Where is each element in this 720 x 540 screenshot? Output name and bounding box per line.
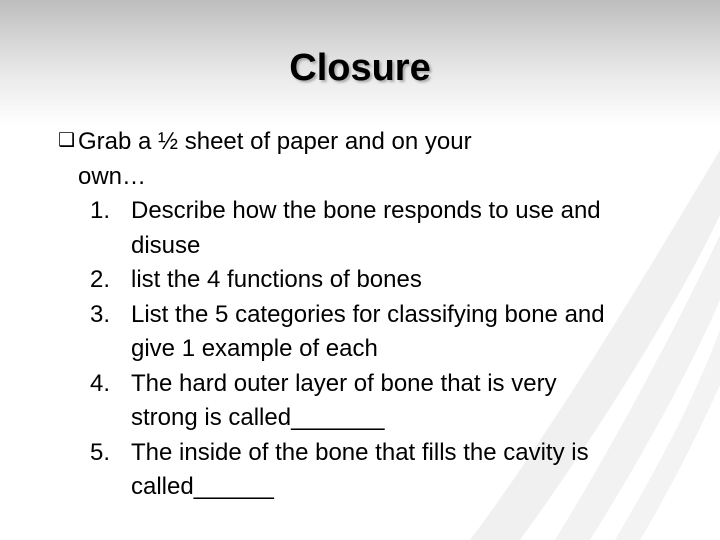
item-number: 2. (90, 266, 111, 293)
item-number: 3. (90, 300, 111, 328)
list-item (58, 194, 618, 263)
lead-bullet (58, 125, 618, 194)
lead-text-line-2: own… (78, 162, 147, 190)
item-text: Describe how the bone responds to use and disuse (131, 197, 601, 259)
slide-body (58, 125, 618, 505)
lead-text-line-1: Grab a ½ sheet of paper and on your (78, 128, 472, 155)
item-number: 1. (90, 197, 111, 224)
item-number: 5. (90, 438, 111, 466)
item-text: The hard outer layer of bone that is very strong is called_______ (131, 369, 557, 431)
slide-title: Closure (289, 47, 431, 89)
list-item (58, 367, 618, 436)
checkbox-bullet-icon: ❑ (58, 129, 76, 151)
item-text: The inside of the bone that fills the cavity is called______ (131, 438, 589, 500)
list-item (58, 298, 618, 367)
item-number: 4. (90, 369, 111, 397)
list-item (58, 436, 618, 505)
list-item (58, 263, 618, 298)
item-text: List the 5 categories for classifying bone and give 1 example of each (131, 300, 605, 362)
question-list (58, 194, 618, 505)
item-text: list the 4 functions of bones (131, 266, 422, 293)
